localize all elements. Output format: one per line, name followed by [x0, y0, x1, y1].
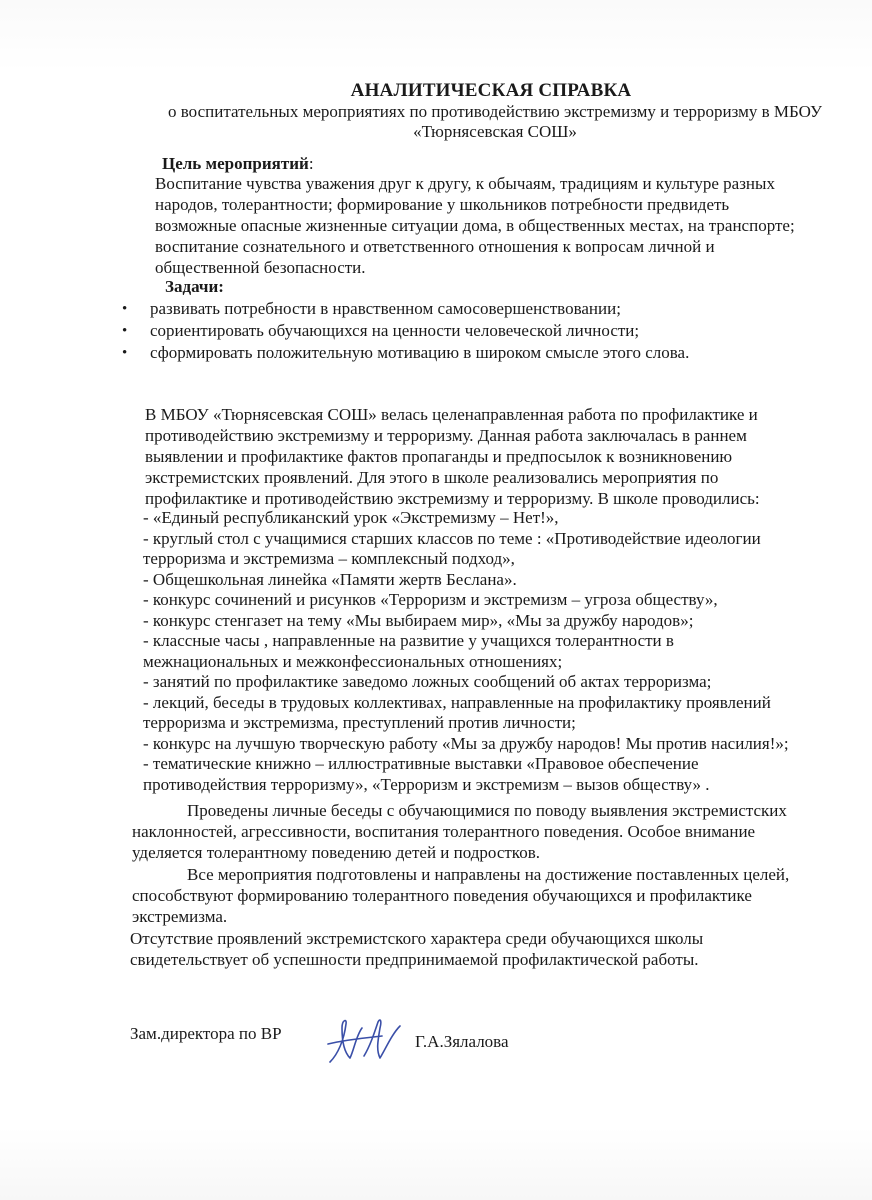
event-item: - классные часы , направленные на развитие у учащихся толерантности в межнациональных и межконфессиональных отношениях;: [143, 631, 674, 671]
goal-colon: :: [308, 154, 314, 173]
event-item: - конкурс на лучшую творческую работу «Мы за дружбу народов! Мы против насилия!»;: [143, 733, 789, 753]
event-item: - конкурс стенгазет на тему «Мы выбираем мир», «Мы за дружбу народов»;: [143, 610, 694, 630]
goal-heading: [162, 154, 314, 174]
event-item: - конкурс сочинений и рисунков «Терроризм и экстремизм – угроза обществу»,: [143, 590, 718, 609]
bullet-icon: •: [122, 323, 128, 339]
bullet-icon: •: [122, 345, 128, 361]
signer-role: Зам.директора по ВР: [130, 1024, 282, 1043]
main-paragraph: В МБОУ «Тюрнясевская СОШ» велась целенаправленная работа по профилактике и противодействию экстремизму и терроризму. Данная работа заключалась в раннем выявлении и профилактике фактов пропаганды и предпосылок к возникновению экстремистских проявлений. Для этого в школе реализовались мероприятия по профилактике и противодействию экстремизму и терроризму. В школе проводились:: [145, 405, 760, 508]
event-item: - круглый стол с учащимися старших классов по теме : «Противодействие идеологии терроризма и экстремизма – комплексный подход»,: [143, 528, 761, 568]
task-item: [120, 298, 740, 320]
goal-paragraph: Воспитание чувства уважения друг к другу, к обычаям, традициям и культуре разных народов, толерантности; формирование у школьников потребности предвидеть возможные опасные жизненные ситуации дома, в общественных местах, на транспорте; воспитание сознательного и ответственного отношения к вопросам личной и общественной безопасности.: [155, 174, 795, 277]
task-text: сориентировать обучающихся на ценности человеческой личности;: [150, 321, 640, 340]
handwritten-signature: [320, 1010, 410, 1070]
task-text: развивать потребности в нравственном самосовершенствовании;: [150, 299, 621, 318]
bullet-icon: •: [122, 301, 128, 317]
goal-label: Цель мероприятий: [162, 154, 309, 173]
conversations-paragraph: Проведены личные беседы с обучающимися по поводу выявления экстремистских наклонностей, агрессивности, воспитания толерантного поведения. Особое внимание уделяется толерантному поведению детей и подростков.: [132, 801, 787, 862]
task-text: сформировать положительную мотивацию в широком смысле этого слова.: [150, 343, 690, 362]
event-item: - лекций, беседы в трудовых коллективах, направленные на профилактику проявлений терроризма и экстремизма, преступлений против личности;: [143, 692, 771, 732]
event-item: - тематические книжно – иллюстративные выставки «Правовое обеспечение противодействия терроризму», «Терроризм и экстремизм – вызов обществу» .: [143, 754, 710, 794]
document-subtitle: [150, 102, 840, 142]
subtitle-line-1: о воспитательных мероприятиях по противодействию экстремизму и терроризму в МБОУ: [168, 102, 822, 121]
signer-name: Г.А.Зялалова: [415, 1032, 509, 1051]
tasks-list: [120, 298, 740, 364]
conclusion-paragraph: Все мероприятия подготовлены и направлены на достижение поставленных целей, способствуют формированию толерантного поведения обучающихся и профилактике экстремизма.: [132, 865, 790, 926]
events-list: [143, 508, 803, 795]
task-item: [120, 342, 740, 364]
document-title: АНАЛИТИЧЕСКАЯ СПРАВКА: [350, 80, 632, 101]
result-paragraph: Отсутствие проявлений экстремистского характера среди обучающихся школы свидетельствует об успешности предпринимаемой профилактической работы.: [130, 929, 704, 969]
task-item: [120, 320, 740, 342]
event-item: - занятий по профилактике заведомо ложных сообщений об актах терроризма;: [143, 672, 712, 691]
tasks-heading: Задачи:: [165, 277, 224, 296]
event-item: - «Единый республиканский урок «Экстремизму – Нет!»,: [143, 508, 559, 527]
event-item: - Общешкольная линейка «Памяти жертв Беслана».: [143, 569, 517, 589]
subtitle-line-2: «Тюрнясевская СОШ»: [413, 122, 577, 141]
